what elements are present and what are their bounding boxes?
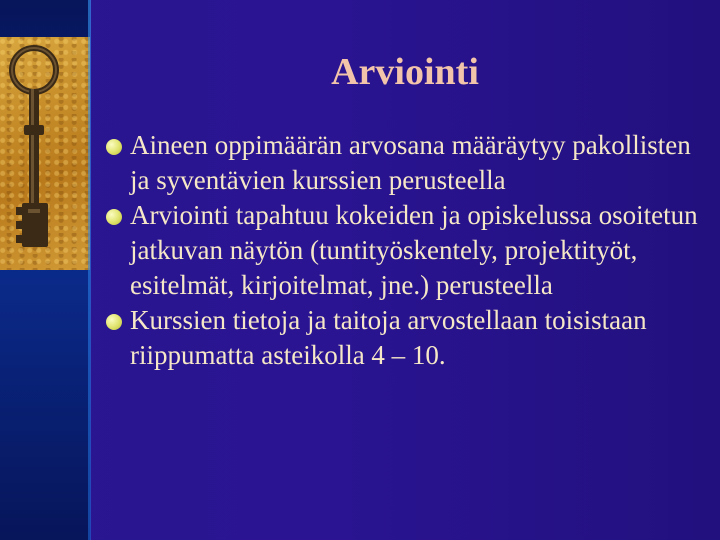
bullet-list [104,128,704,373]
bullet-item [104,303,704,373]
bullet-item [104,128,704,198]
bullet-item [104,198,704,303]
bullet-text: Kurssien tietoja ja taitoja arvostellaan toisistaan riippumatta asteikolla 4 – 10. [130,305,647,370]
slide-title: Arviointi [331,51,479,93]
bullet-dot-icon [106,209,122,225]
key-photo [0,37,90,270]
bullet-text: Aineen oppimäärän arvosana määräytyy pakollisten ja syventävien kurssien perusteella [130,130,691,195]
key-icon [0,37,90,270]
bullet-dot-icon [106,139,122,155]
bullet-dot-icon [106,314,122,330]
bullet-text: Arviointi tapahtuu kokeiden ja opiskelussa osoitetun jatkuvan näytön (tuntityöskentely, projektityöt, esitelmät, kirjoitelmat, jne.) perusteella [130,200,698,300]
